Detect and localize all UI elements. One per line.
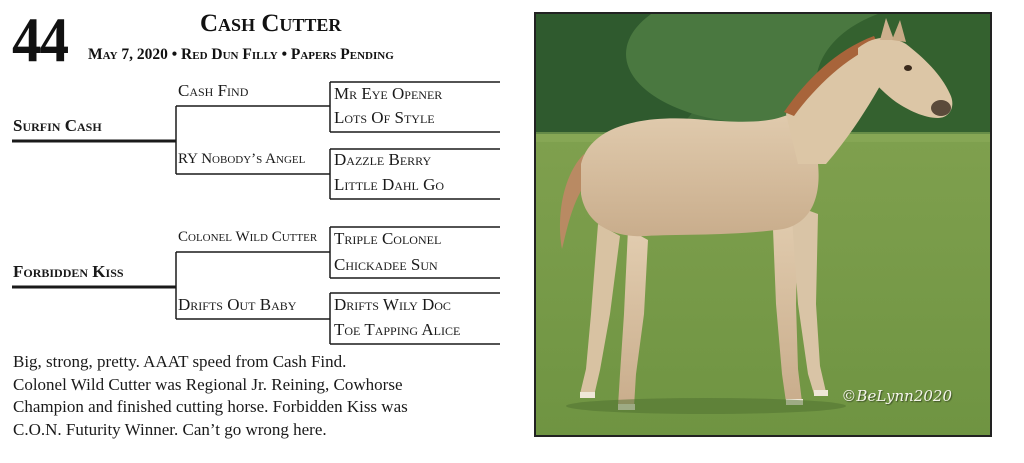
pedigree-chart <box>0 0 520 350</box>
sire-dam-dam-name: Little Dahl Go <box>334 175 445 194</box>
dam-sire-dam-name: Chickadee Sun <box>334 255 438 274</box>
filly-illustration <box>536 14 990 435</box>
dam-dam-sire-name: Drifts Wily Doc <box>334 295 451 314</box>
dam-sire-sire-name: Triple Colonel <box>334 229 442 248</box>
dam-name: Forbidden Kiss <box>13 262 124 281</box>
dam-dam-name: Drifts Out Baby <box>178 295 297 314</box>
dam-sire-name: Colonel Wild Cutter <box>178 229 318 245</box>
horse-details: May 7, 2020 • Red Dun Filly • Papers Pending <box>88 46 394 63</box>
description-line: Colonel Wild Cutter was Regional Jr. Reining, Cowhorse <box>13 374 403 394</box>
sire-dam-sire-name: Dazzle Berry <box>334 150 432 169</box>
description-line: Big, strong, pretty. AAAT speed from Cash Find. <box>13 352 347 371</box>
lot-number: 44 <box>12 4 68 75</box>
photo-credit: ©BeLynn2020 <box>841 387 952 405</box>
description <box>13 351 513 441</box>
horse-name: Cash Cutter <box>200 10 342 37</box>
sire-sire-name: Cash Find <box>178 81 249 100</box>
sire-sire-sire-name: Mr Eye Opener <box>334 84 443 103</box>
dam-dam-dam-name: Toe Tapping Alice <box>334 320 461 339</box>
description-line: C.O.N. Futurity Winner. Can’t go wrong here. <box>13 419 327 439</box>
sire-dam-name: RY Nobody’s Angel <box>178 151 306 167</box>
horse-photo <box>534 12 992 437</box>
description-line: Champion and finished cutting horse. Forbidden Kiss was <box>13 397 408 416</box>
sire-name: Surfin Cash <box>13 116 102 135</box>
sire-sire-dam-name: Lots Of Style <box>334 108 435 127</box>
